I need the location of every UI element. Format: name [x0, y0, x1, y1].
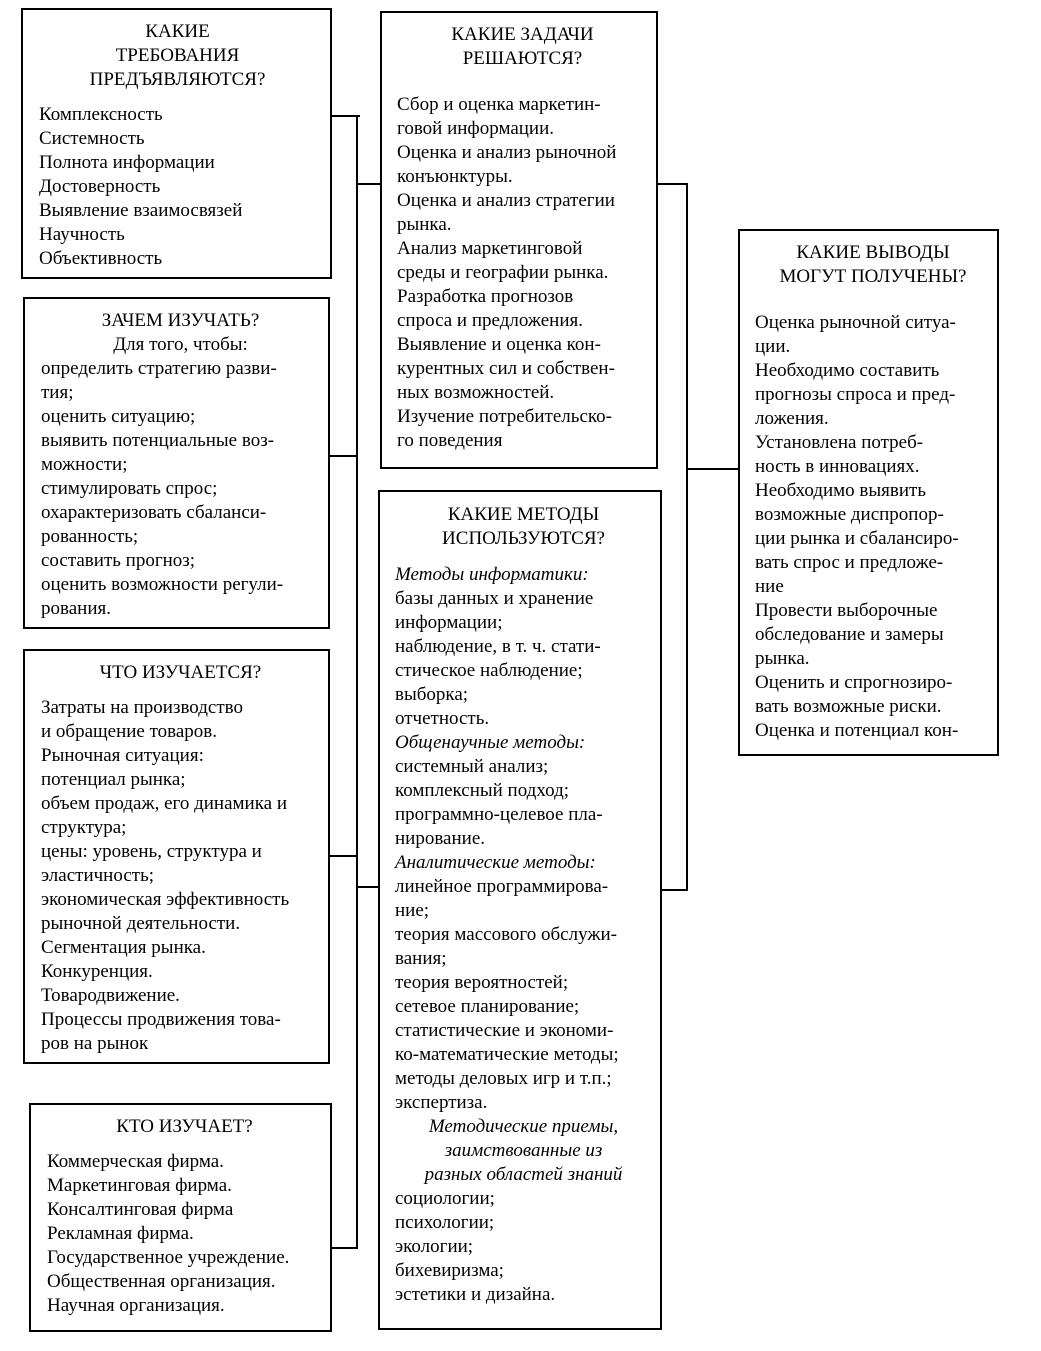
methods-item: эстетики и дизайна. — [395, 1284, 556, 1305]
left-bus-line — [356, 115, 358, 1249]
requirements-title-line: ТРЕБОВАНИЯ — [115, 45, 240, 66]
tasks-title-line: КАКИЕ ЗАДАЧИ — [451, 24, 594, 45]
conclusions-item: вать спрос и предложе- — [755, 552, 944, 573]
methods-item: экспертиза. — [395, 1092, 488, 1113]
tasks-item: говой информации. — [397, 118, 555, 139]
what-list — [41, 696, 320, 1056]
connector-methods-right — [660, 889, 688, 891]
conclusions-title-line: МОГУТ ПОЛУЧЕНЫ? — [779, 266, 967, 287]
why-title-line: Для того, чтобы: — [113, 334, 248, 355]
methods-item: статистические и экономи- — [395, 1020, 614, 1041]
methods-item: бихевиризма; — [395, 1260, 504, 1281]
requirements-title — [39, 20, 316, 92]
tasks-item: го поведения — [397, 430, 503, 451]
requirements-item: Выявление взаимосвязей — [39, 200, 243, 221]
conclusions-item: вать возможные риски. — [755, 696, 942, 717]
methods-item: Методические приемы, — [428, 1116, 619, 1137]
requirements-title-line: КАКИЕ — [145, 21, 210, 42]
why-item: охарактеризовать сбаланси- — [41, 502, 267, 523]
requirements-list — [39, 103, 316, 271]
conclusions-item: ность в инновациях. — [755, 456, 920, 477]
methods-item: комплексный подход; — [395, 780, 570, 801]
requirements-item: Комплексность — [39, 104, 163, 125]
what-item: Конкуренция. — [41, 961, 153, 982]
methods-item: отчетность. — [395, 708, 490, 729]
methods-item: теория вероятностей; — [395, 972, 569, 993]
why-item: составить прогноз; — [41, 550, 196, 571]
requirements-item: Полнота информации — [39, 152, 215, 173]
who-title — [47, 1115, 322, 1139]
what-item: структура; — [41, 817, 127, 838]
conclusions-item: Оценить и спрогнозиро- — [755, 672, 953, 693]
connector-tasks-left — [356, 183, 382, 185]
what-item: Затраты на производство — [41, 697, 243, 718]
why-item: оценить возможности регули- — [41, 574, 284, 595]
tasks-item: спроса и предложения. — [397, 310, 584, 331]
connector-requirements — [330, 115, 360, 117]
methods-item: выборка; — [395, 684, 469, 705]
tasks-item: Сбор и оценка маркетин- — [397, 94, 601, 115]
conclusions-item: возможные диспропор- — [755, 504, 944, 525]
what-item: Процессы продвижения това- — [41, 1009, 281, 1030]
requirements-item: Научность — [39, 224, 125, 245]
methods-title — [395, 503, 652, 551]
conclusions-item: Установлена потреб- — [755, 432, 924, 453]
conclusions-item: прогнозы спроса и пред- — [755, 384, 956, 405]
box-methods — [378, 490, 662, 1330]
tasks-item: Анализ маркетинговой — [397, 238, 583, 259]
what-item: эластичность; — [41, 865, 155, 886]
box-why — [23, 297, 330, 629]
who-title-line: КТО ИЗУЧАЕТ? — [116, 1116, 253, 1137]
what-title-line: ЧТО ИЗУЧАЕТСЯ? — [99, 662, 262, 683]
who-item: Государственное учреждение. — [47, 1247, 290, 1268]
conclusions-item: ции. — [755, 336, 791, 357]
what-item: Рыночная ситуация: — [41, 745, 204, 766]
what-item: рыночной деятельности. — [41, 913, 241, 934]
why-item: оценить ситуацию; — [41, 406, 196, 427]
why-item: стимулировать спрос; — [41, 478, 218, 499]
why-item: определить стратегию разви- — [41, 358, 277, 379]
methods-item: информации; — [395, 612, 503, 633]
tasks-item: Оценка и анализ рыночной — [397, 142, 617, 163]
connector-what — [328, 855, 358, 857]
what-item: и обращение товаров. — [41, 721, 218, 742]
requirements-item: Системность — [39, 128, 145, 149]
why-item: тия; — [41, 382, 74, 403]
conclusions-title-line: КАКИЕ ВЫВОДЫ — [796, 242, 950, 263]
methods-item: наблюдение, в т. ч. стати- — [395, 636, 601, 657]
what-title — [41, 661, 320, 685]
requirements-item: Достоверность — [39, 176, 161, 197]
who-item: Общественная организация. — [47, 1271, 276, 1292]
methods-item: психологии; — [395, 1212, 495, 1233]
conclusions-item: обследование и замеры — [755, 624, 944, 645]
tasks-item: среды и географии рынка. — [397, 262, 609, 283]
conclusions-item: Необходимо выявить — [755, 480, 927, 501]
conclusions-item: ложения. — [755, 408, 829, 429]
box-requirements — [21, 8, 332, 279]
conclusions-item: Провести выборочные — [755, 600, 938, 621]
tasks-item: Выявление и оценка кон- — [397, 334, 601, 355]
methods-list — [395, 563, 652, 1307]
conclusions-title — [755, 241, 991, 289]
methods-title-line: ИСПОЛЬЗУЮТСЯ? — [442, 528, 605, 549]
who-item: Коммерческая фирма. — [47, 1151, 224, 1172]
why-item: выявить потенциальные воз- — [41, 430, 275, 451]
tasks-item: рынка. — [397, 214, 452, 235]
right-bus-line — [686, 183, 688, 891]
who-item: Маркетинговая фирма. — [47, 1175, 232, 1196]
tasks-item: конъюнктуры. — [397, 166, 513, 187]
methods-item: программно-целевое пла- — [395, 804, 603, 825]
conclusions-item: рынка. — [755, 648, 810, 669]
box-what — [23, 649, 330, 1064]
methods-item: линейное программирова- — [395, 876, 609, 897]
methods-item: Методы информатики: — [395, 564, 589, 585]
what-item: потенциал рынка; — [41, 769, 186, 790]
who-item: Консалтинговая фирма — [47, 1199, 234, 1220]
what-item: ров на рынок — [41, 1033, 149, 1054]
methods-item: ко-математические методы; — [395, 1044, 619, 1065]
conclusions-item: ние — [755, 576, 784, 597]
who-item: Научная организация. — [47, 1295, 225, 1316]
methods-item: методы деловых игр и т.п.; — [395, 1068, 612, 1089]
why-list — [41, 357, 320, 621]
methods-item: ние; — [395, 900, 430, 921]
methods-item: социологии; — [395, 1188, 495, 1209]
methods-title-line: КАКИЕ МЕТОДЫ — [447, 504, 600, 525]
methods-item: стическое наблюдение; — [395, 660, 583, 681]
tasks-item: Изучение потребительско- — [397, 406, 612, 427]
tasks-item: курентных сил и собствен- — [397, 358, 615, 379]
what-item: объем продаж, его динамика и — [41, 793, 287, 814]
requirements-item: Объективность — [39, 248, 163, 269]
who-item: Рекламная фирма. — [47, 1223, 194, 1244]
what-item: цены: уровень, структура и — [41, 841, 262, 862]
methods-item: нирование. — [395, 828, 486, 849]
conclusions-item: Оценка и потенциал кон- — [755, 720, 959, 741]
who-list — [47, 1150, 322, 1318]
methods-item: заимствованные из — [444, 1140, 603, 1161]
tasks-list — [397, 93, 648, 453]
conclusions-list — [755, 311, 991, 743]
methods-item: экологии; — [395, 1236, 474, 1257]
tasks-title — [397, 23, 648, 71]
connector-who — [330, 1247, 358, 1249]
connector-conclusions — [686, 468, 740, 470]
connector-why — [328, 455, 358, 457]
methods-item: теория массового обслужи- — [395, 924, 617, 945]
methods-item: системный анализ; — [395, 756, 549, 777]
box-tasks — [380, 11, 658, 469]
methods-item: вания; — [395, 948, 447, 969]
box-who — [29, 1103, 332, 1332]
what-item: Сегментация рынка. — [41, 937, 206, 958]
methods-item: базы данных и хранение — [395, 588, 594, 609]
tasks-item: Разработка прогнозов — [397, 286, 574, 307]
conclusions-item: Оценка рыночной ситуа- — [755, 312, 956, 333]
why-item: можности; — [41, 454, 128, 475]
why-item: рованность; — [41, 526, 139, 547]
connector-tasks-right — [656, 183, 688, 185]
conclusions-item: ции рынка и сбалансиро- — [755, 528, 959, 549]
methods-item: Общенаучные методы: — [395, 732, 586, 753]
tasks-item: Оценка и анализ стратегии — [397, 190, 615, 211]
what-item: экономическая эффективность — [41, 889, 290, 910]
tasks-item: ных возможностей. — [397, 382, 555, 403]
requirements-title-line: ПРЕДЪЯВЛЯЮТСЯ? — [89, 69, 266, 90]
methods-item: разных областей знаний — [424, 1164, 623, 1185]
what-item: Товародвижение. — [41, 985, 180, 1006]
methods-item: Аналитические методы: — [395, 852, 596, 873]
box-conclusions — [738, 229, 999, 756]
why-item: рования. — [41, 598, 111, 619]
why-title-line: ЗАЧЕМ ИЗУЧАТЬ? — [101, 310, 260, 331]
methods-item: сетевое планирование; — [395, 996, 580, 1017]
tasks-title-line: РЕШАЮТСЯ? — [462, 48, 583, 69]
why-title — [41, 309, 320, 357]
conclusions-item: Необходимо составить — [755, 360, 940, 381]
